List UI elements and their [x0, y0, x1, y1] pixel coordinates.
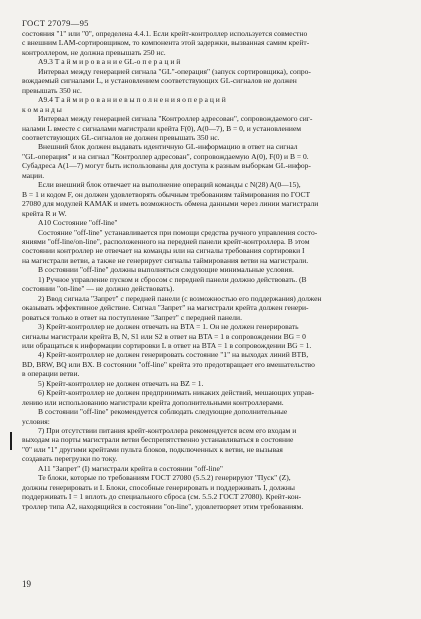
text-line: троллер типа А2, находящийся в состоянии "on-line", удовлетворяет этим требованиям. [22, 501, 304, 511]
list-item-7: 7) При отсутствии питания крейт-контроллера рекомендуется всем его входам и [38, 426, 297, 436]
text-line: вождаемый сигналами L, и установлением соответствующих GL-сигналов не должен [22, 76, 297, 86]
list-item-2: 2) Ввод сигнала "Запрет" с передней панели (с возможностью его поддержания) должен [38, 293, 322, 303]
text-line: условия: [22, 416, 50, 426]
page-number: 19 [22, 579, 31, 589]
list-item-5: 5) Крейт-контроллер не должен отвечать на BZ = 1. [38, 378, 204, 388]
text-line: BD, BRW, BQ или BX. В состоянии "off-line" крейта это предотвращает его вмешательство [22, 359, 315, 369]
text-line: выходам на порты магистрали ветви беспрепятственно устанавливаться в состояние [22, 435, 294, 445]
list-item-6: 6) Крейт-контроллер не должен предпринимать никаких действий, мешающих управ- [38, 388, 315, 398]
text-line: B = 1 и кодом F, он должен удовлетворять обычным требованиям таймирования по ГОСТ [22, 189, 311, 199]
text-line: с внешним LAM-сортировщиком, то компонента этой задержки, вызванная самим крейт- [22, 38, 310, 48]
text-line: в операции ветви. [22, 369, 80, 379]
text-line: мации. [22, 170, 45, 180]
list-item-1: 1) Ручное управление пуском и сбросом с передней панели должно действовать. (В [38, 274, 307, 284]
text-line: сигналы магистрали крейта B, N, S1 или S2 в ответ на BTA = 1 в сопровождении BG = 0 [22, 331, 306, 341]
section-heading-a9-3: А9.3 Т а й м и р о в а н и е GL-о п е р а ц и й [38, 57, 181, 67]
text-line: Интервал между генерацией сигнала "Контроллер адресован", сопровождаемого сиг- [38, 114, 313, 124]
text-line: оказывать эффективное действие. Сигнал "Запрет" на магистрали крейта должен генери- [22, 303, 309, 313]
text-line: 27080 для модулей КАМАК и иметь возможность обмена данными через линии магистрали [22, 199, 319, 209]
section-heading-a9-4-cont: к о м а н д ы [22, 104, 62, 114]
text-line: роваться только в ответ на поступление "Запрет" с передней панели. [22, 312, 242, 322]
text-line: Состояние "off-line" устанавливается при помощи средства ручного управления состо- [38, 227, 318, 237]
text-line: В состоянии "off-line" должны выполняться следующие минимальные условия. [38, 265, 294, 275]
list-item-3: 3) Крейт-контроллер не должен отвечать на BTA = 1. Он не должен генерировать [38, 322, 299, 332]
list-item-4: 4) Крейт-контроллер не должен генерировать состояние "1" на выходах линий BTB, [38, 350, 309, 360]
text-line: поддерживать I = 1 вплоть до специального сброса (см. 5.5.2 ГОСТ 27080). Крейт-кон- [22, 492, 302, 502]
section-heading-a9-4: А9.4 Т а й м и р о в а н и е в ы п о л н е н и я о п е р а ц и й [38, 95, 226, 105]
text-line: или обращаться к информации сортировки L в ответ на BTA = 1 в сопровождении BG = 1. [22, 340, 312, 350]
text-line: Те блоки, которые по требованиям ГОСТ 27080 (5.5.2) генерируют "Пуск" (Z), [38, 473, 291, 483]
text-line: Субадреса A(1—7) могут быть использованы для доступа к разным выборкам GL-инфор- [22, 161, 311, 171]
text-line: Если внешний блок отвечает на выполнение операций команды с N(28) A(0—15), [38, 180, 301, 190]
text-line: должны генерировать и I. Блоки, способные генерировать и поддерживать I, должны [22, 482, 295, 492]
text-line: состоянии контроллер не отвечает на команды или на сигналы требования сортировки I [22, 246, 305, 256]
text-line: налами L вместе с сигналами магистрали крейта F(0), A(0—7), B = 0, и установлением [22, 123, 302, 133]
section-heading-a10: А10 Состояние "off-line" [38, 218, 118, 228]
text-line: Интервал между генерацией сигнала "GL"-операция" (запуск сортировщика), сопро- [38, 66, 311, 76]
text-line: состояния "1" или "0", определена 4.4.1. Если крейт-контроллер используется совместно [22, 29, 308, 38]
text-line: Внешний блок должен выдавать идентичную GL-информацию в ответ на сигнал [38, 142, 298, 152]
section-heading-a11: А11 "Запрет" (I) магистрали крейта в состоянии "off-line" [38, 463, 223, 473]
text-line: создавать перегрузки по току. [22, 454, 118, 464]
text-line: В состоянии "off-line" рекомендуется соблюдать следующие дополнительные [38, 407, 288, 417]
revision-marker [10, 432, 12, 450]
text-line: "0" или "1" другими крейтами пульта блоков, подключенных к ветви, не вызывая [22, 444, 283, 454]
text-line: лению или использованию магистрали крейта дополнительными контроллерами. [22, 397, 284, 407]
text-line: контроллером, не должна превышать 250 нс. [22, 47, 166, 57]
text-line: состоянии "on-line" — не должно действовать). [22, 284, 175, 294]
document-body [22, 29, 400, 511]
text-line: крейта R и W. [22, 208, 67, 218]
text-line: "GL-операция" и на сигнал "Контроллер адресован", сопровождаемую A(0), F(0) и B = 0. [22, 151, 309, 161]
text-line: превышать 350 нс. [22, 85, 82, 95]
text-line: яниями "off-line/on-line", расположенного на передней панели крейт-контроллера. В этом [22, 236, 310, 246]
text-line: на магистрали ветви, а также не генерирует сигналы таймирования ветви на магистрали. [22, 255, 309, 265]
text-line: соответствующих GL-сигналов не должен превышать 350 нс. [22, 132, 220, 142]
page-header: ГОСТ 27079—95 [22, 18, 89, 28]
